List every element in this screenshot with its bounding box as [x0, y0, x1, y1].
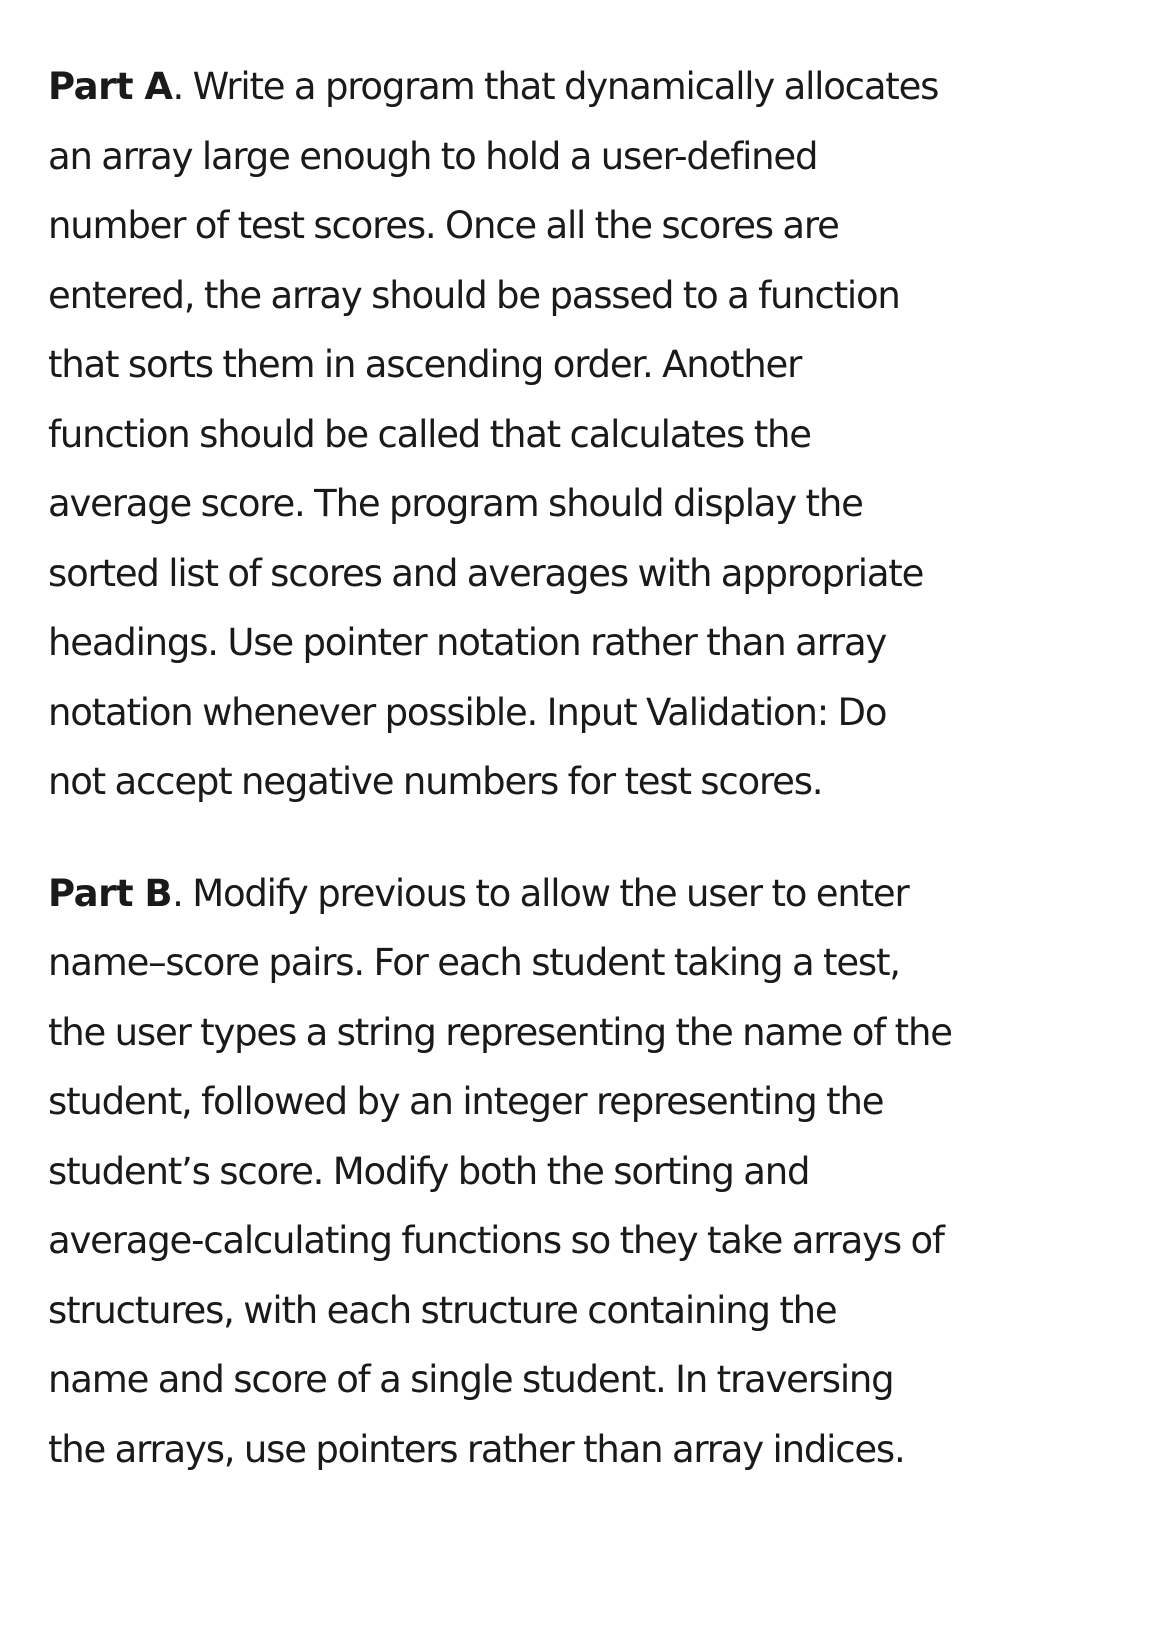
document-body — [48, 52, 1138, 1484]
part-b-line-3: student, followed by an integer representing the — [48, 1080, 884, 1123]
part-b-line-0: . Modify previous to allow the user to enter — [172, 871, 909, 915]
part-a-line-1: an array large enough to hold a user-defined — [48, 134, 818, 178]
part-b-line-5: average-calculating functions so they take arrays of — [48, 1219, 944, 1262]
part-a-label: Part A — [48, 65, 173, 108]
part-a-line-9: notation whenever possible. Input Validation: Do — [48, 690, 887, 734]
part-a-line-2: number of test scores. Once all the scores are — [48, 204, 839, 247]
part-b-line-6: structures, with each structure containing the — [48, 1288, 837, 1332]
part-b-line-2: the user types a string representing the name of the — [48, 1010, 952, 1054]
part-a-line-6: average score. The program should display the — [48, 482, 863, 525]
part-a-line-10: not accept negative numbers for test scores. — [48, 760, 823, 803]
paragraph-line — [48, 859, 1138, 929]
part-a-section — [48, 52, 1138, 817]
part-a-line-5: function should be called that calculates the — [48, 412, 811, 456]
part-b-line-7: name and score of a single student. In traversing — [48, 1358, 894, 1401]
part-a-line-3: entered, the array should be passed to a function — [48, 273, 900, 317]
part-b-section — [48, 859, 1138, 1485]
paragraph-line — [48, 52, 1138, 122]
part-b-label: Part B — [48, 871, 173, 915]
part-b-line-1: name–score pairs. For each student taking a test, — [48, 941, 900, 984]
part-a-line-7: sorted list of scores and averages with appropriate — [48, 551, 924, 595]
part-b-line-4: student’s score. Modify both the sorting and — [48, 1149, 810, 1193]
part-a-line-4: that sorts them in ascending order. Another — [48, 343, 802, 386]
section-spacer — [48, 817, 1138, 859]
part-a-line-0: . Write a program that dynamically allocates — [172, 65, 939, 108]
part-b-line-8: the arrays, use pointers rather than array indices. — [48, 1427, 905, 1471]
part-a-line-8: headings. Use pointer notation rather than array — [48, 621, 887, 664]
